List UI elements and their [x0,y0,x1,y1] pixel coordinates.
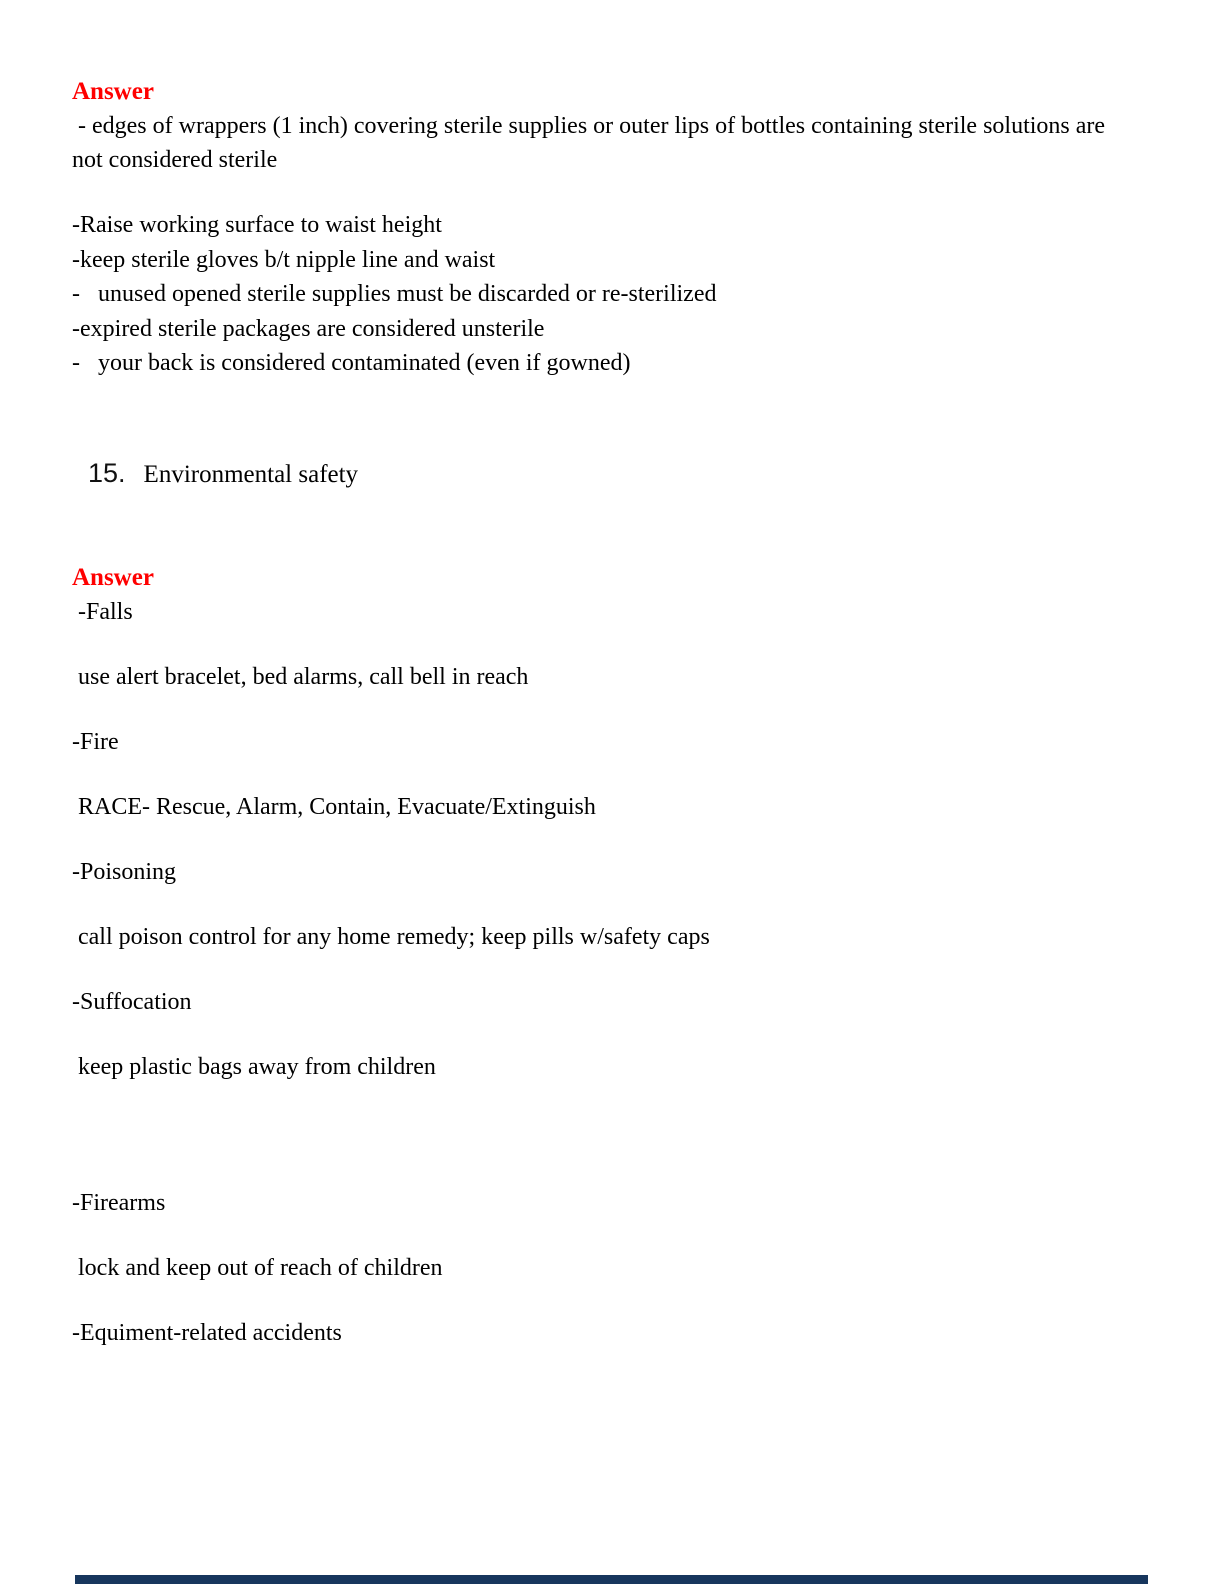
answer-label-1: Answer [72,78,154,105]
answer-label-2: Answer [72,563,154,591]
list-item: - unused opened sterile supplies must be discarded or re-sterilized [72,281,717,307]
list-item: -keep sterile gloves b/t nipple line and waist [72,246,496,273]
answer-line: -Poisoning [72,858,177,885]
question-number: 15. [88,457,126,488]
answer-line: call poison control for any home remedy; keep pills w/safety caps [72,923,710,950]
answer-line: -Suffocation [72,988,192,1015]
question-15 [72,419,1164,532]
answer-line: -Equiment-related accidents [72,1319,342,1346]
answer-line: -Firearms [72,1189,166,1216]
list-item: -Raise working surface to waist height [72,212,442,238]
list-item: - your back is considered contaminated (even if gowned) [72,350,631,376]
answer-line: -Fire [72,728,119,755]
sterile-rules-list [72,208,1164,381]
answer-line: lock and keep out of reach of children [72,1254,443,1281]
answer-line: use alert bracelet, bed alarms, call bell in reach [72,663,529,690]
list-item: -expired sterile packages are considered unsterile [72,315,545,342]
answer-line: -Falls [72,598,133,625]
answer-paragraph: - edges of wrappers (1 inch) covering sterile supplies or outer lips of bottles containing sterile solutions are not considered sterile [72,113,1112,173]
question-title: Environmental safety [143,460,359,488]
environmental-safety-answers [72,595,1164,1350]
answer-line: RACE- Rescue, Alarm, Contain, Evacuate/Extinguish [72,793,596,820]
bottom-divider-bar [75,1575,1148,1584]
answer-line: keep plastic bags away from children [72,1053,436,1080]
